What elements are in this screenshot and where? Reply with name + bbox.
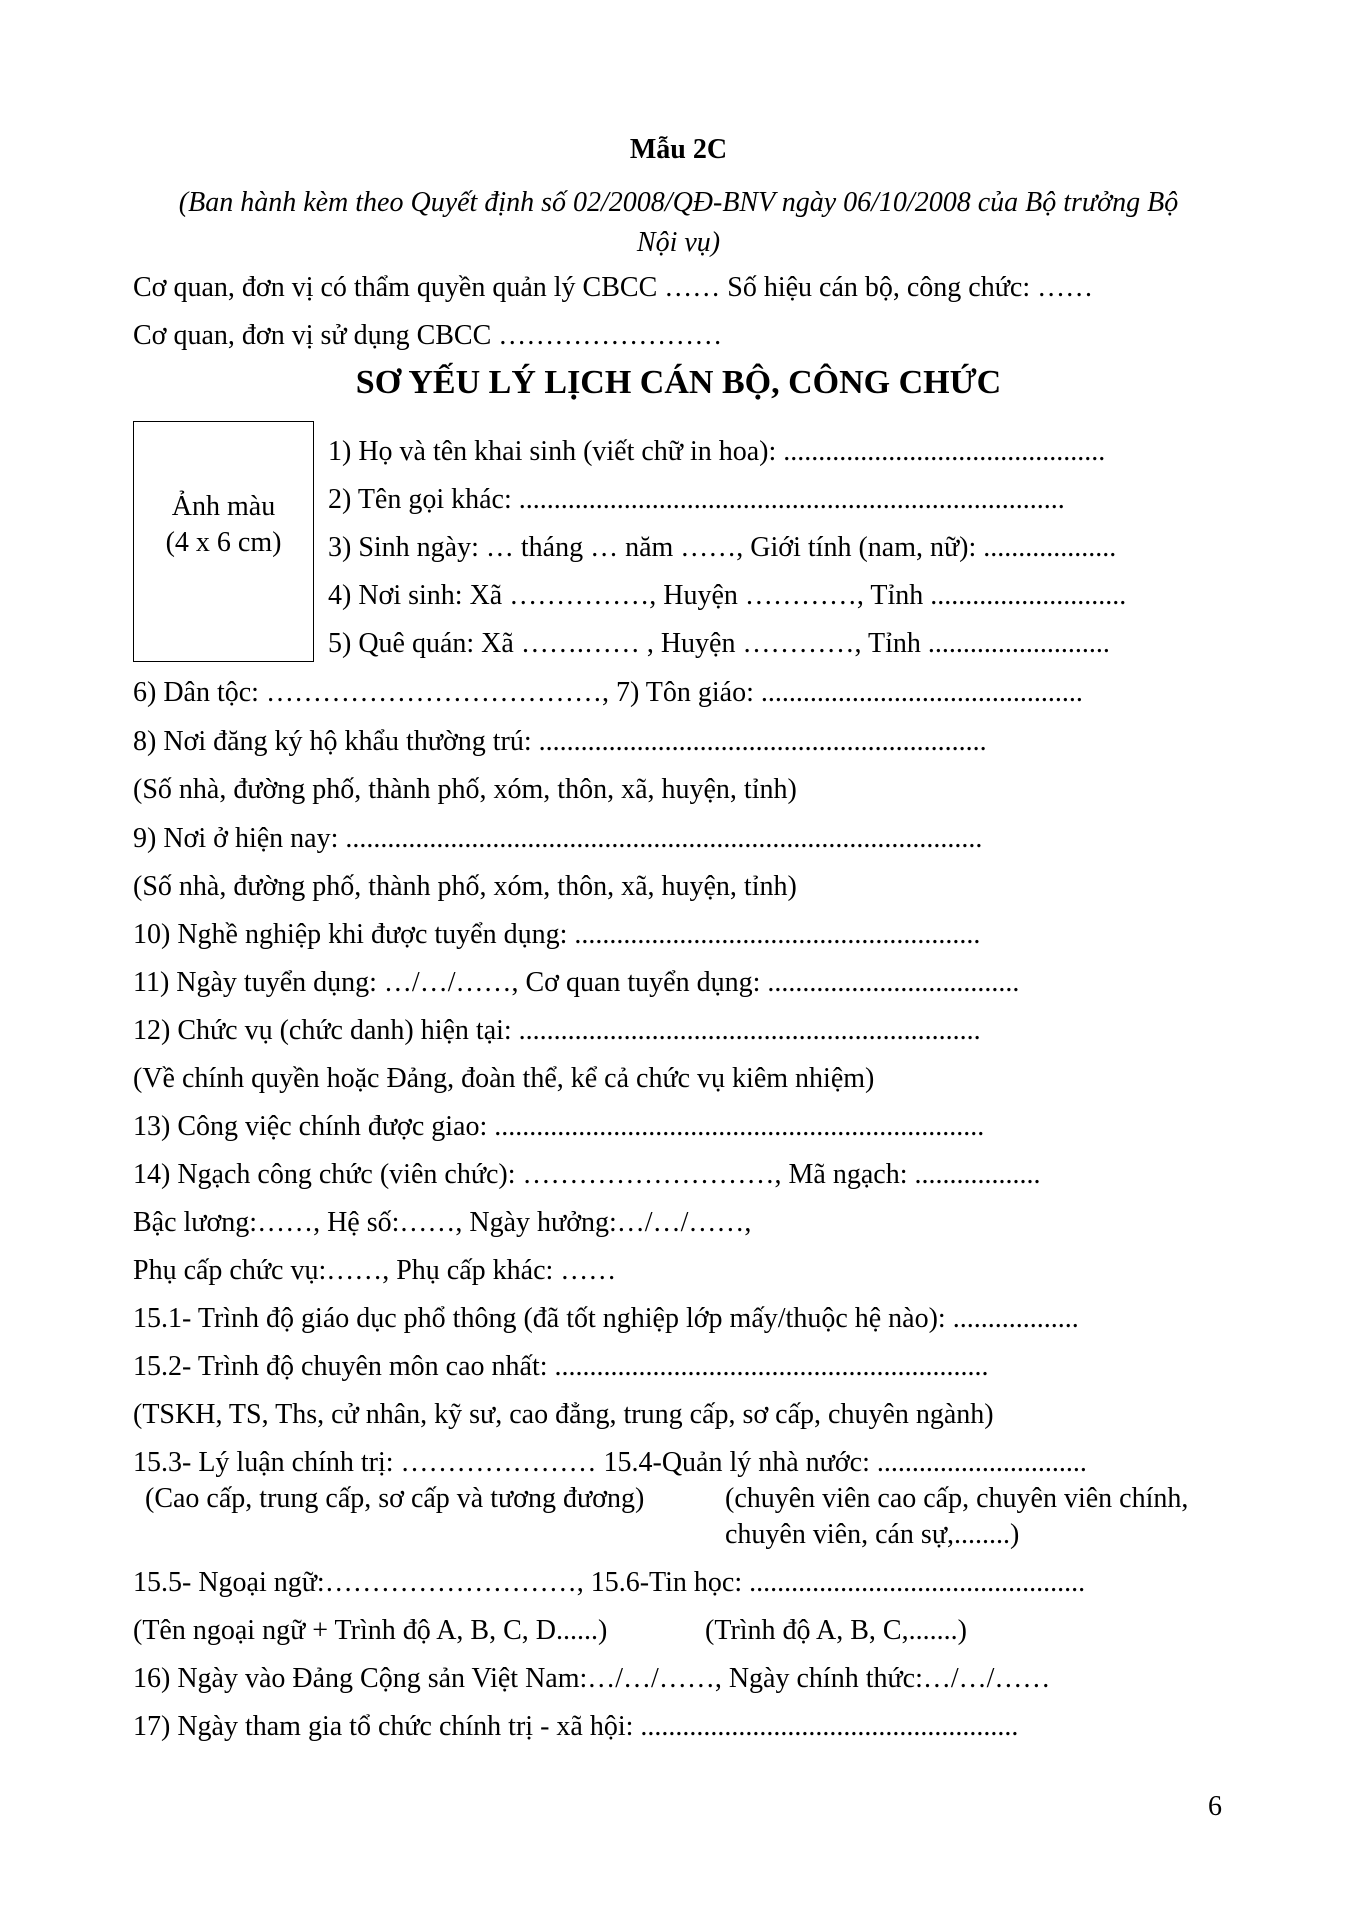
field-hometown: 5) Quê quán: Xã …….…… , Huyện …………, Tỉnh ..........................	[328, 628, 1110, 659]
hint-state-management-1: (chuyên viên cao cấp, chuyên viên chính,	[725, 1483, 1189, 1514]
field-general-education: 15.1- Trình độ giáo dục phổ thông (đã tốt nghiệp lớp mấy/thuộc hệ nào): ..................	[133, 1303, 1079, 1334]
field-ethnicity-religion: 6) Dân tộc: ………………………………, 7) Tôn giáo: ..............................................	[133, 677, 1083, 708]
page-number: 6	[1208, 1791, 1222, 1822]
field-birth-place: 4) Nơi sinh: Xã ……………, Huyện …………, Tỉnh ............................	[328, 580, 1127, 611]
field-allowance: Phụ cấp chức vụ:……, Phụ cấp khác: ……	[133, 1255, 617, 1286]
field-occupation-recruit: 10) Nghề nghiệp khi được tuyển dụng: ..........................................................	[133, 919, 981, 950]
document-title: SƠ YẾU LÝ LỊCH CÁN BỘ, CÔNG CHỨC	[355, 364, 1002, 401]
photo-placeholder-box	[133, 421, 314, 662]
field-full-name: 1) Họ và tên khai sinh (viết chữ in hoa): ..............................................	[328, 436, 1106, 467]
hint-it-level: (Trình độ A, B, C,.......)	[705, 1615, 967, 1646]
hint-foreign-language: (Tên ngoại ngữ + Trình độ A, B, C, D......)	[133, 1615, 608, 1646]
field-political-theory: 15.3- Lý luận chính trị: ………………… 15.4-Quản lý nhà nước: ..............................	[133, 1447, 1087, 1478]
field-birth-date: 3) Sinh ngày: … tháng … năm ……, Giới tính (nam, nữ): ...................	[328, 532, 1117, 563]
decree-line-2: Nội vụ)	[636, 227, 721, 258]
photo-label-2: (4 x 6 cm)	[165, 527, 282, 558]
hint-professional-level: (TSKH, TS, Ths, cử nhân, kỹ sư, cao đẳng, trung cấp, sơ cấp, chuyên ngành)	[133, 1399, 994, 1430]
hint-address-1: (Số nhà, đường phố, thành phố, xóm, thôn, xã, huyện, tỉnh)	[133, 774, 797, 805]
hint-address-2: (Số nhà, đường phố, thành phố, xóm, thôn, xã, huyện, tỉnh)	[133, 871, 797, 902]
field-permanent-residence: 8) Nơi đăng ký hộ khẩu thường trú: ................................................................	[133, 726, 987, 757]
field-professional-level: 15.2- Trình độ chuyên môn cao nhất: ..............................................................	[133, 1351, 989, 1382]
field-recruit-date: 11) Ngày tuyển dụng: …/…/……, Cơ quan tuyển dụng: ....................................	[133, 967, 1020, 998]
form-code: Mẫu 2C	[629, 134, 728, 165]
field-salary: Bậc lương:……, Hệ số:……, Ngày hưởng:…/…/……,	[133, 1207, 752, 1238]
hint-state-management-2: chuyên viên, cán sự,........)	[725, 1519, 1020, 1550]
field-sociopolitical-date: 17) Ngày tham gia tổ chức chính trị - xã hội: ......................................................	[133, 1711, 1019, 1742]
field-foreign-language-it: 15.5- Ngoại ngữ:………………………, 15.6-Tin học: ................................................	[133, 1567, 1086, 1598]
field-main-work: 13) Công việc chính được giao: ......................................................................	[133, 1111, 985, 1142]
agency-use-line: Cơ quan, đơn vị sử dụng CBCC ……………………	[133, 320, 723, 351]
hint-political-theory: (Cao cấp, trung cấp, sơ cấp và tương đương)	[145, 1483, 645, 1514]
field-party-date: 16) Ngày vào Đảng Cộng sản Việt Nam:…/…/……, Ngày chính thức:…/…/……	[133, 1663, 1051, 1694]
field-other-name: 2) Tên gọi khác: ..............................................................................	[328, 484, 1065, 515]
agency-manage-line: Cơ quan, đơn vị có thẩm quyền quản lý CBCC …… Số hiệu cán bộ, công chức: ……	[133, 272, 1094, 303]
field-current-position: 12) Chức vụ (chức danh) hiện tại: ..................................................................	[133, 1015, 981, 1046]
field-civil-grade: 14) Ngạch công chức (viên chức): ………………………, Mã ngạch: ..................	[133, 1159, 1041, 1190]
hint-position: (Về chính quyền hoặc Đảng, đoàn thể, kể cả chức vụ kiêm nhiệm)	[133, 1063, 875, 1094]
photo-label-1: Ảnh màu	[171, 491, 276, 522]
decree-line-1: (Ban hành kèm theo Quyết định số 02/2008/QĐ-BNV ngày 06/10/2008 của Bộ trưởng Bộ	[178, 187, 1179, 218]
field-current-residence: 9) Nơi ở hiện nay: ...........................................................................................	[133, 823, 983, 854]
